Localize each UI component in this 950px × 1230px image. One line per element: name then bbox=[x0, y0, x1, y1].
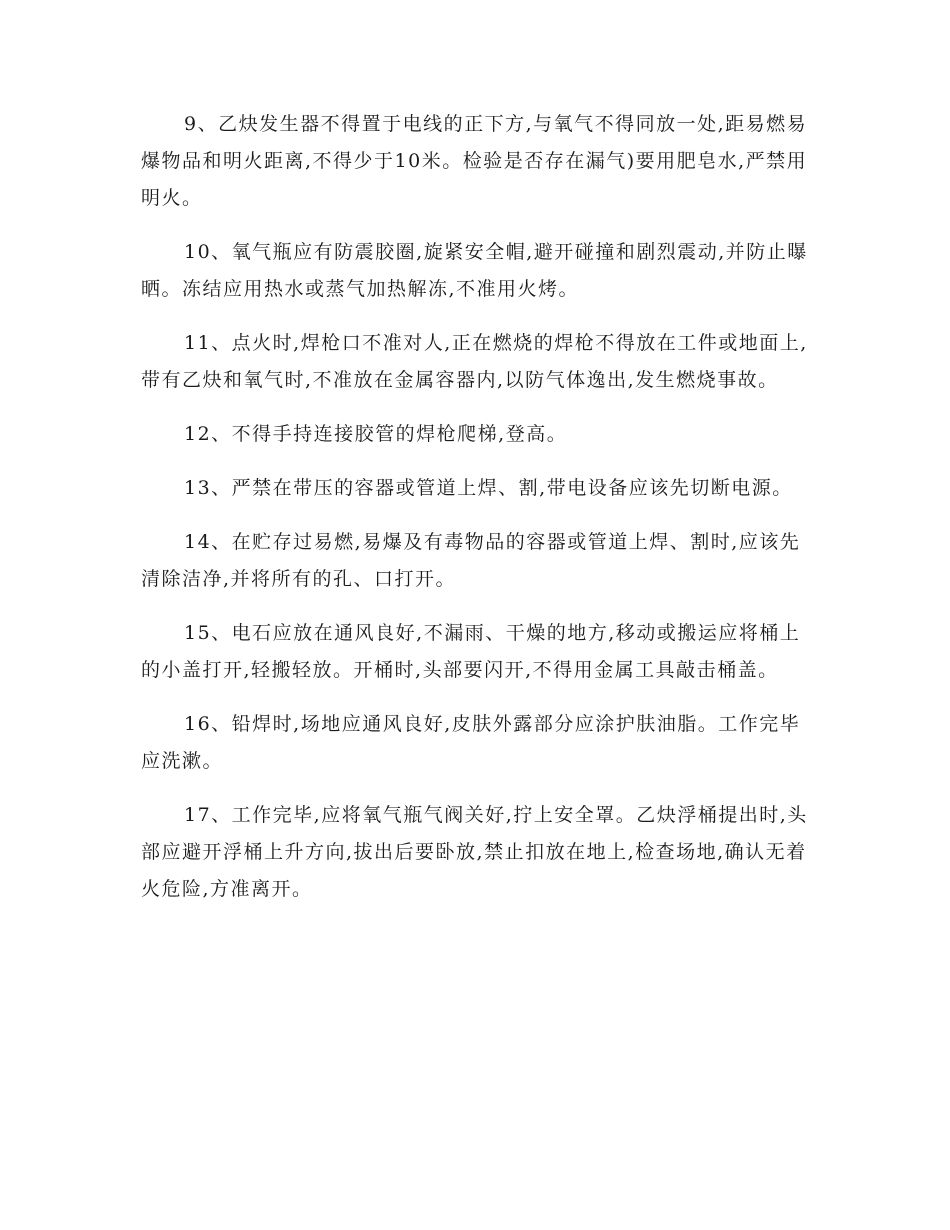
document-body bbox=[141, 106, 809, 925]
paragraph-item-17: 17、工作完毕,应将氧气瓶气阀关好,拧上安全罩。乙炔浮桶提出时,头部应避开浮桶上升方向,拔出后要卧放,禁止扣放在地上,检查场地,确认无着火危险,方准离开。 bbox=[141, 804, 808, 900]
paragraph-item-13: 13、严禁在带压的容器或管道上焊、割,带电设备应该先切断电源。 bbox=[184, 477, 793, 499]
paragraph-item-9: 9、乙炔发生器不得置于电线的正下方,与氧气不得同放一处,距易燃易爆物品和明火距离,不得少于10米。检验是否存在漏气)要用肥皂水,严禁用明火。 bbox=[141, 113, 808, 209]
paragraph-item-15: 15、电石应放在通风良好,不漏雨、干燥的地方,移动或搬运应将桶上的小盖打开,轻搬轻放。开桶时,头部要闪开,不得用金属工具敲击桶盖。 bbox=[141, 622, 801, 681]
paragraph-item-12: 12、不得手持连接胶管的焊枪爬梯,登高。 bbox=[184, 423, 568, 445]
paragraph-item-10: 10、氧气瓶应有防震胶圈,旋紧安全帽,避开碰撞和剧烈震动,并防止曝晒。冻结应用热水或蒸气加热解冻,不准用火烤。 bbox=[141, 241, 808, 300]
paragraph-item-11: 11、点火时,焊枪口不准对人,正在燃烧的焊枪不得放在工件或地面上,带有乙炔和氧气时,不准放在金属容器内,以防气体逸出,发生燃烧事故。 bbox=[141, 332, 808, 391]
paragraph-item-16: 16、铅焊时,场地应通风良好,皮肤外露部分应涂护肤油脂。工作完毕应洗漱。 bbox=[141, 713, 801, 772]
paragraph-item-14: 14、在贮存过易燃,易爆及有毒物品的容器或管道上焊、割时,应该先清除洁净,并将所有的孔、口打开。 bbox=[141, 531, 801, 590]
